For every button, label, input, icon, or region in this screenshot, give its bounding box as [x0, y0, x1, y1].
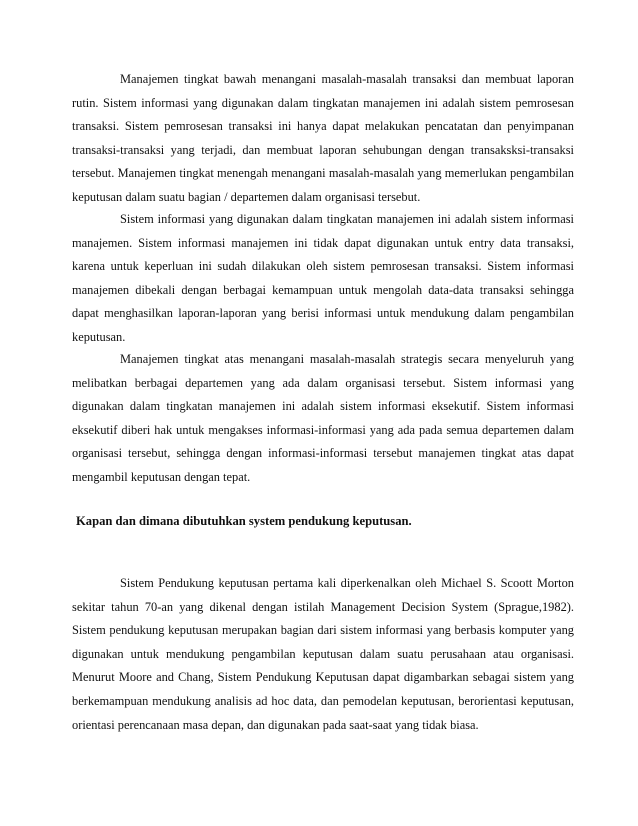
paragraph-management-information-system: Sistem informasi yang digunakan dalam tingkatan manajemen ini adalah sistem informasi manajemen. Sistem informasi manajemen ini tidak dapat digunakan untuk entry data transaksi, karena untuk keperluan ini sudah dilakukan oleh sistem pemrosesan transaksi. Sistem informasi manajemen dibekali dengan berbagai kemampuan untuk mengolah data-data transaksi sehingga dapat menghasilkan laporan-laporan yang berisi informasi untuk mendukung dalam pengambilan keputusan. — [72, 212, 574, 344]
paragraph-top-management: Manajemen tingkat atas menangani masalah-masalah strategis secara menyeluruh yang melibatkan berbagai departemen yang ada dalam organisasi tersebut. Sistem informasi yang digunakan dalam tingkatan manajemen ini adalah sistem informasi eksekutif. Sistem informasi eksekutif diberi hak untuk mengakses informasi-informasi yang ada pada semua departemen dalam organisasi tersebut, sehingga dengan informasi-informasi tersebut manajemen tingkat atas dapat mengambil keputusan dengan tepat. — [72, 352, 574, 484]
paragraph-decision-support-system: Sistem Pendukung keputusan pertama kali diperkenalkan oleh Michael S. Scoott Morton sekitar tahun 70-an yang dikenal dengan istilah Management Decision System (Sprague,1982). Sistem pendukung keputusan merupakan bagian dari sistem informasi yang berbasis komputer yang digunakan untuk mendukung pengambilan keputusan dalam suatu perusahaan atau organisasi. Menurut Moore and Chang, Sistem Pendukung Keputusan dapat digambarkan sebagai sistem yang berkemampuan mendukung analisis ad hoc data, dan pemodelan keputusan, berorientasi keputusan, orientasi perencanaan masa depan, dan digunakan pada saat-saat yang tidak biasa. — [72, 576, 574, 732]
paragraph-lower-management: Manajemen tingkat bawah menangani masalah-masalah transaksi dan membuat laporan rutin. Sistem informasi yang digunakan dalam tingkatan manajemen ini adalah sistem pemrosesan transaksi. Sistem pemrosesan transaksi ini hanya dapat melakukan pencatatan dan penyimpanan transaksi-transaksi yang terjadi, dan membuat laporan sehubungan dengan transaksksi-transaksi tersebut. Manajemen tingkat menengah menangani masalah-masalah yang memerlukan pengambilan keputusan dalam suatu bagian / departemen dalam organisasi tersebut. — [72, 72, 574, 204]
section-heading: Kapan dan dimana dibutuhkan system pendukung keputusan. — [76, 514, 412, 528]
